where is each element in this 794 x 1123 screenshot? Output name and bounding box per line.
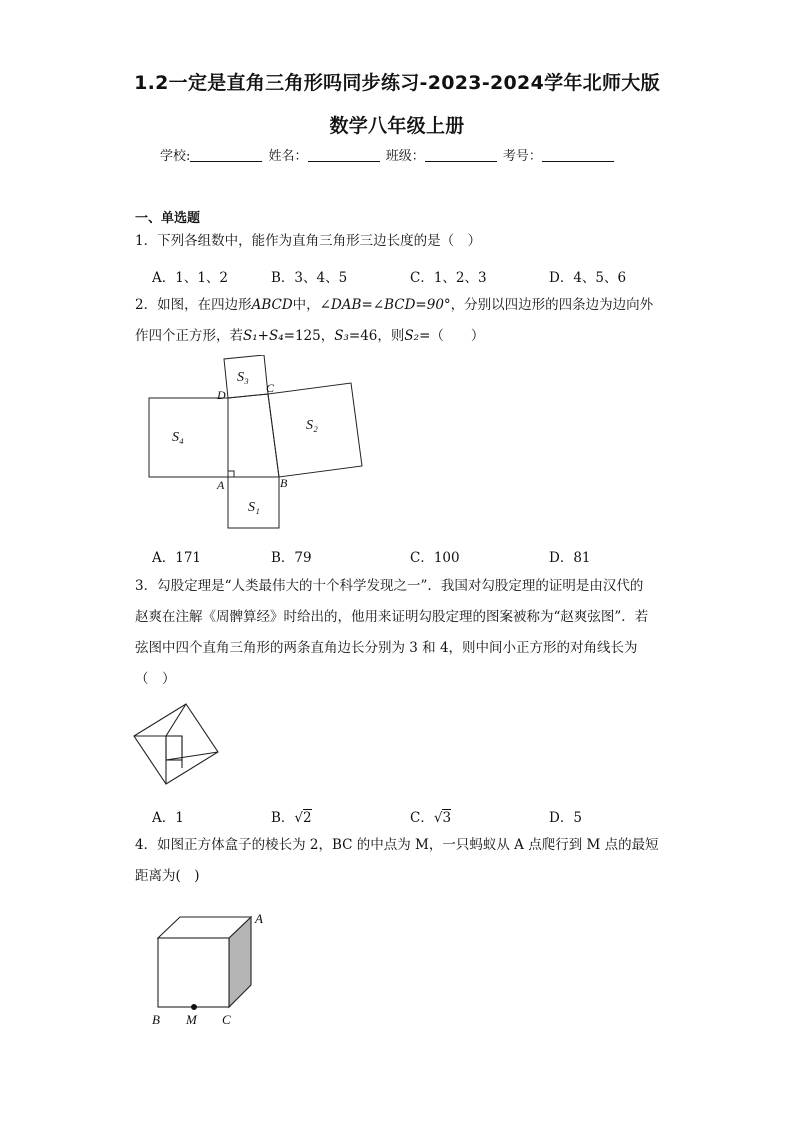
- vertex-c: C: [266, 381, 275, 395]
- midpoint-m: [191, 1004, 197, 1010]
- question-4-line1: 4．如图正方体盒子的棱长为 2，BC 的中点为 M，一只蚂蚁从 A 点爬行到 M 点的最短: [135, 837, 659, 853]
- q3-option-b-radicand: 2: [303, 810, 312, 826]
- triangle-leg-2: [166, 704, 186, 736]
- school-blank: [190, 149, 262, 162]
- student-info-line: [160, 145, 616, 164]
- class-label: 班级：: [385, 149, 425, 164]
- question-2-line2: [135, 321, 484, 352]
- label-s1: S₁: [248, 500, 260, 515]
- q2-option-a: A．171: [152, 550, 202, 566]
- number-blank: [542, 149, 614, 162]
- q3-option-c-radicand: 3: [442, 810, 452, 826]
- q3-option-b-label: B．: [271, 810, 295, 826]
- section-heading: 一、单选题: [135, 211, 201, 226]
- question-2-line1: [135, 290, 653, 321]
- q3-zhao-shuang-figure: [130, 700, 222, 790]
- vertex-b: B: [280, 476, 288, 490]
- name-blank: [308, 149, 380, 162]
- q2-text-part: =（ ）: [419, 328, 485, 344]
- question-3-line3: 弦图中四个直角三角形的两条直角边长分别为 3 和 4，则中间小正方形的对角线长为: [135, 640, 638, 656]
- question-1-text: 1．下列各组数中，能作为直角三角形三边长度的是（ ）: [135, 233, 482, 249]
- q1-option-c: C．1、2、3: [410, 270, 487, 286]
- class-blank: [425, 149, 497, 162]
- vertex-d: D: [217, 388, 226, 402]
- q2-text-part: 作四个正方形，若: [135, 328, 243, 344]
- label-m: M: [186, 1012, 197, 1027]
- number-label: 考号：: [502, 149, 542, 164]
- vertex-a: A: [255, 911, 263, 926]
- school-label: 学校:: [160, 149, 191, 164]
- name-label: 姓名：: [268, 149, 308, 164]
- right-angle-mark: [228, 471, 234, 477]
- q2-s2: S₂: [404, 328, 420, 344]
- q2-option-c: C．100: [410, 550, 460, 566]
- q4-cube-figure: [145, 905, 275, 1030]
- label-s4: S₄: [172, 430, 184, 445]
- question-3-line1: 3．勾股定理是“人类最伟大的十个科学发现之一”．我国对勾股定理的证明是由汉代的: [135, 578, 644, 594]
- q1-option-d: D．4、5、6: [549, 270, 627, 286]
- q2-text-part: 2．如图，在四边形: [135, 297, 252, 313]
- square-s4: [149, 398, 228, 477]
- q2-text-part: 中，: [292, 297, 320, 313]
- q3-option-d: D．5: [549, 810, 582, 826]
- triangle-leg-1: [134, 736, 182, 768]
- q2-text-part: ，分别以四边形的四条边为边向外: [450, 297, 654, 313]
- vertex-c: C: [222, 1012, 231, 1027]
- label-s2: S₂: [306, 418, 318, 433]
- outer-square: [134, 704, 218, 784]
- sqrt-sign: √: [294, 810, 304, 826]
- vertex-b: B: [152, 1012, 160, 1027]
- quadrilateral-abcd: [228, 394, 279, 477]
- doc-title-line2: 数学八年级上册: [329, 115, 465, 137]
- q3-option-a: A．1: [152, 810, 184, 826]
- question-3-line2: 赵爽在注解《周髀算经》时给出的，他用来证明勾股定理的图案被称为“赵爽弦图”．若: [135, 609, 649, 625]
- q3-option-b: [271, 806, 312, 826]
- q3-option-c-label: C．: [410, 810, 434, 826]
- q2-option-d: D．81: [549, 550, 591, 566]
- q2-s1-s4: S₁+S₄: [243, 328, 284, 344]
- question-4-line2: 距离为( ): [135, 868, 200, 884]
- q2-quad-name: ABCD: [251, 297, 293, 313]
- cube-front-face: [158, 938, 229, 1007]
- q2-text-part: =46，则: [348, 328, 405, 344]
- q2-option-b: B．79: [271, 550, 312, 566]
- q2-quadrilateral-squares-figure: [140, 355, 380, 540]
- q2-s3: S₃: [334, 328, 349, 344]
- question-3-line4: （ ）: [135, 671, 176, 687]
- q2-text-part: =125，: [283, 328, 335, 344]
- q1-option-b: B．3、4、5: [271, 270, 348, 286]
- q3-option-c: [410, 806, 451, 826]
- q2-angle-condition: ∠DAB=∠BCD=90°: [319, 297, 451, 313]
- label-s3: S₃: [237, 370, 249, 385]
- inner-small-square: [166, 736, 182, 760]
- vertex-a: A: [217, 478, 225, 492]
- q1-option-a: A．1、1、2: [152, 270, 229, 286]
- sqrt-sign: √: [433, 810, 443, 826]
- doc-title-line1: 1.2一定是直角三角形吗同步练习-2023-2024学年北师大版: [134, 72, 660, 94]
